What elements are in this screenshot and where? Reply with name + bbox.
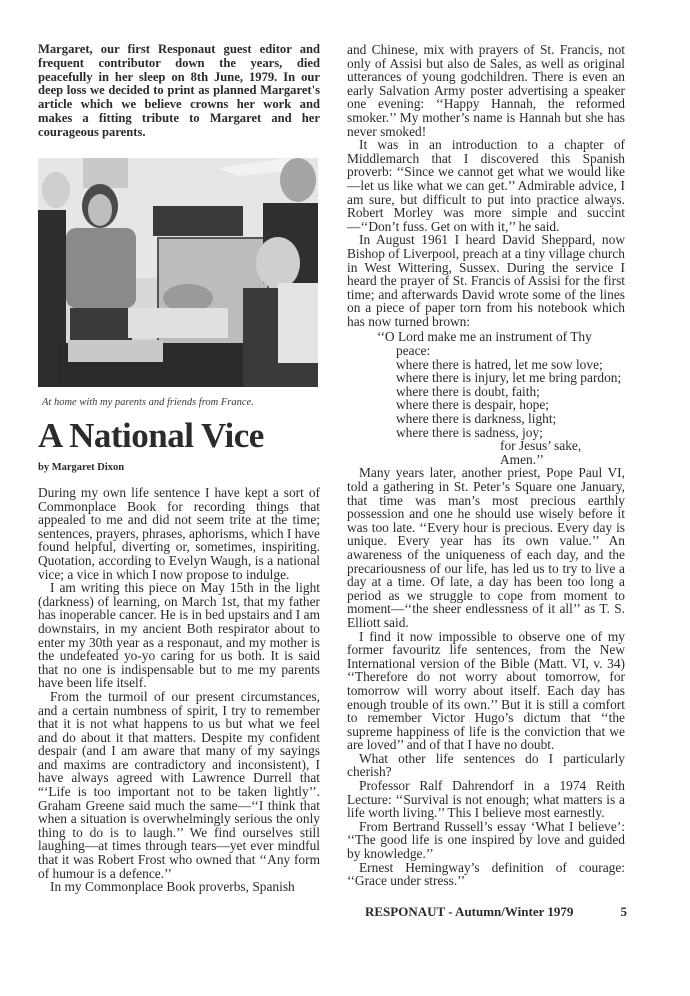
- paragraph: and Chinese, mix with prayers of St. Francis, not only of Assisi but also de Sales, as well as original utterances of young godchildren. There is even an early Salvation Army poster advertising a speaker one evening: ‘‘Happy Hannah, the reformed smoker.’’ My mother’s name is Hannah but she has never smoked!: [347, 42, 625, 139]
- left-column-body: [38, 486, 320, 894]
- paragraph: From the turmoil of our present circumstances, and a certain numbness of spirit, I try to remember that it is not what happens to us but what we feel and do about it that matters. Despite my confident despair (and I am aware that many of my sayings and maxims are contradictory and inconsistent), I have always agreed with Lawrence Durrell that “‘Life is too important not to be taken lightly’’. Graham Greene said much the same—‘‘I think that when a situation is overwhelmingly serious the only thing to do is to laugh.’’ We find ourselves still laughing—at times through tears—yet ever mindful that it was Robert Frost who owned that ‘‘Any form of humour is a defence.’’: [38, 688, 320, 881]
- poem-line: where there is darkness, light;: [396, 411, 557, 427]
- photo-caption: At home with my parents and friends from France.: [42, 397, 254, 408]
- paragraph: Many years later, another priest, Pope Paul VI, told a gathering in St. Peter’s Square one January, that time was man’s most precious earthly possession and one he should use wisely before it was too late. ‘‘Every hour is precious. Every day is unique. Every year has its own value.’’ An awareness of the uniqueness of each day, and the precariousness of our life, has led us to try to live a day at a time. Of late, a day has been too long a period as we struggle to cope from moment to moment—‘‘the sheer endlessness of it all’’ as T. S. Elliott said.: [347, 465, 625, 630]
- poem-line: for Jesus’ sake, Amen.’’: [500, 438, 582, 467]
- poem-line: where there is sadness, joy;: [396, 424, 543, 440]
- article-title: A National Vice: [38, 416, 264, 455]
- poem-line: where there is hatred, let me sow love;: [396, 356, 603, 372]
- page-footer: [365, 904, 627, 920]
- prayer-poem: [377, 330, 625, 466]
- paragraph: In my Commonplace Book proverbs, Spanish: [50, 879, 295, 895]
- poem-line: where there is despair, hope;: [396, 397, 550, 413]
- paragraph: During my own life sentence I have kept a sort of Commonplace Book for recording things that appealed to me and did not seem trite at the time; sentences, prayers, phrases, aphorisms, which I have found helpful, diverting or, sometimes, inspiriting. Quotation, according to Evelyn Waugh, is a national vice; a vice in which I now propose to indulge.: [38, 485, 320, 582]
- paragraph: It was in an introduction to a chapter of Middlemarch that I discovered this Spanish proverb: ‘‘Since we cannot get what we would like—let us like what we can get.’’ Admirable advice, I am sure, but difficult to put into practice always. Robert Morley was more simple and succint—‘‘Don’t fuss. Get on with it,’’ he said.: [347, 137, 625, 234]
- paragraph: In August 1961 I heard David Sheppard, now Bishop of Liverpool, preach at a tiny village church in West Wittering, Sussex. During the service I heard the prayer of St. Francis of Assisi for the first time; and afterwards David wrote some of the lines on a piece of paper torn from his notebook which has now turned brown:: [347, 232, 625, 329]
- photo-image: [38, 158, 318, 387]
- paragraph: Professor Ralf Dahrendorf in a 1974 Reith Lecture: ‘‘Survival is not enough; what matters is a life worth living.’’ This I believe most earnestly.: [347, 778, 625, 821]
- paragraph: Ernest Hemingway’s definition of courage: ‘‘Grace under stress.’’: [347, 859, 625, 889]
- article-photo: [38, 158, 318, 387]
- paragraph: From Bertrand Russell’s essay ‘What I believe’: ‘‘The good life is one inspired by love and guided by knowledge.’’: [347, 818, 625, 862]
- poem-line: where there is doubt, faith;: [396, 383, 540, 399]
- intro-block: [38, 43, 320, 140]
- paragraph: I find it now impossible to observe one of my former favouritz life sentences, from the New International version of the Bible (Matt. VI, v. 34) ‘‘Therefore do not worry about tomorrow, for tomorrow will worry about itself. Each day has enough trouble of its own.’’ But it is still a comfort to remember Victor Hugo’s dictum that ‘‘the supreme happiness of life is the conviction that we are loved’’ and of that I have no doubt.: [347, 628, 625, 753]
- paragraph: What other life sentences do I particularly cherish?: [347, 750, 625, 780]
- editor-intro: Margaret, our first Responaut guest editor and frequent contributor down the years, died peacefully in her sleep on 8th June, 1979. In our deep loss we decided to print as planned Margaret's article which we believe crowns her work and makes a fitting tribute to Margaret and her courageous parents.: [38, 42, 320, 139]
- poem-line: peace:: [396, 343, 431, 359]
- publication-name: RESPONAUT - Autumn/Winter 1979: [365, 904, 574, 919]
- page-number: 5: [620, 904, 627, 919]
- poem-line: where there is injury, let me bring pardon;: [396, 370, 622, 386]
- article-byline: by Margaret Dixon: [38, 462, 125, 473]
- paragraph: I am writing this piece on May 15th in the light (darkness) of learning, on March 1st, that my father has inoperable cancer. He is in bed upstairs and I am downstairs, in my ancient Both respirator about to enter my 30th year as a responaut, and my mother is the undefeated yo-yo caring for us both. It is said that no one is indispensable but to me my parents have been life itself.: [38, 580, 320, 691]
- poem-line: ‘‘O Lord make me an instrument of Thy: [377, 329, 592, 345]
- right-column-body: [347, 43, 625, 888]
